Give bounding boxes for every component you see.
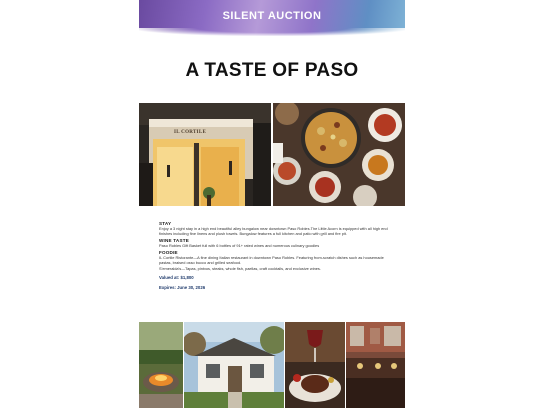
expires-date: Expires: June 30, 2026 (159, 284, 206, 290)
stay-text: Enjoy a 3 night stay in a high end beautiful alley bungalow near downtown Paso Robles.The Little Acorn is equipped with all high end finishes including fine linens and plush towels. Bungalow features a full kitchen and patio with grill and fire pit. (159, 226, 388, 236)
stay-heading: STAY (159, 221, 172, 226)
wine-heading: WINE TASTE (159, 238, 189, 243)
valued-at: Valued at: $1,800 (159, 275, 194, 280)
storefront-sign: IL CORTILE (174, 130, 207, 135)
silent-auction-banner (139, 0, 405, 36)
flyer-title: A TASTE OF PASO (185, 60, 359, 81)
banner-title: SILENT AUCTION (222, 10, 322, 22)
bungalow-exterior-photo (184, 322, 284, 408)
steak-wine-photo (285, 322, 345, 408)
foodie-item-1: IL Cortile Ristorante—A fine dining Italian restaurant in downtown Paso Robles. Featuring from-scratch dishes such as housemade pastas, braised osso bucco and grilled seafood. (159, 255, 384, 265)
flyer-body (159, 219, 391, 290)
bar-interior-photo (346, 322, 405, 408)
food-spread-photo (273, 103, 405, 206)
foodie-heading: FOODIE (159, 250, 178, 255)
restaurant-storefront-photo (139, 103, 271, 206)
wine-text: Paso Robles Gift Basket full with 6 bottles of 91+ rated wines and numerous culinary goodies (159, 243, 320, 248)
firepit-photo (139, 322, 183, 408)
foodie-item-2: S'emeralda's—Tapas, pintxos, steaks, whole fish, paellas, craft cocktails, and exclusive wines. (159, 266, 321, 271)
auction-flyer (139, 0, 405, 408)
